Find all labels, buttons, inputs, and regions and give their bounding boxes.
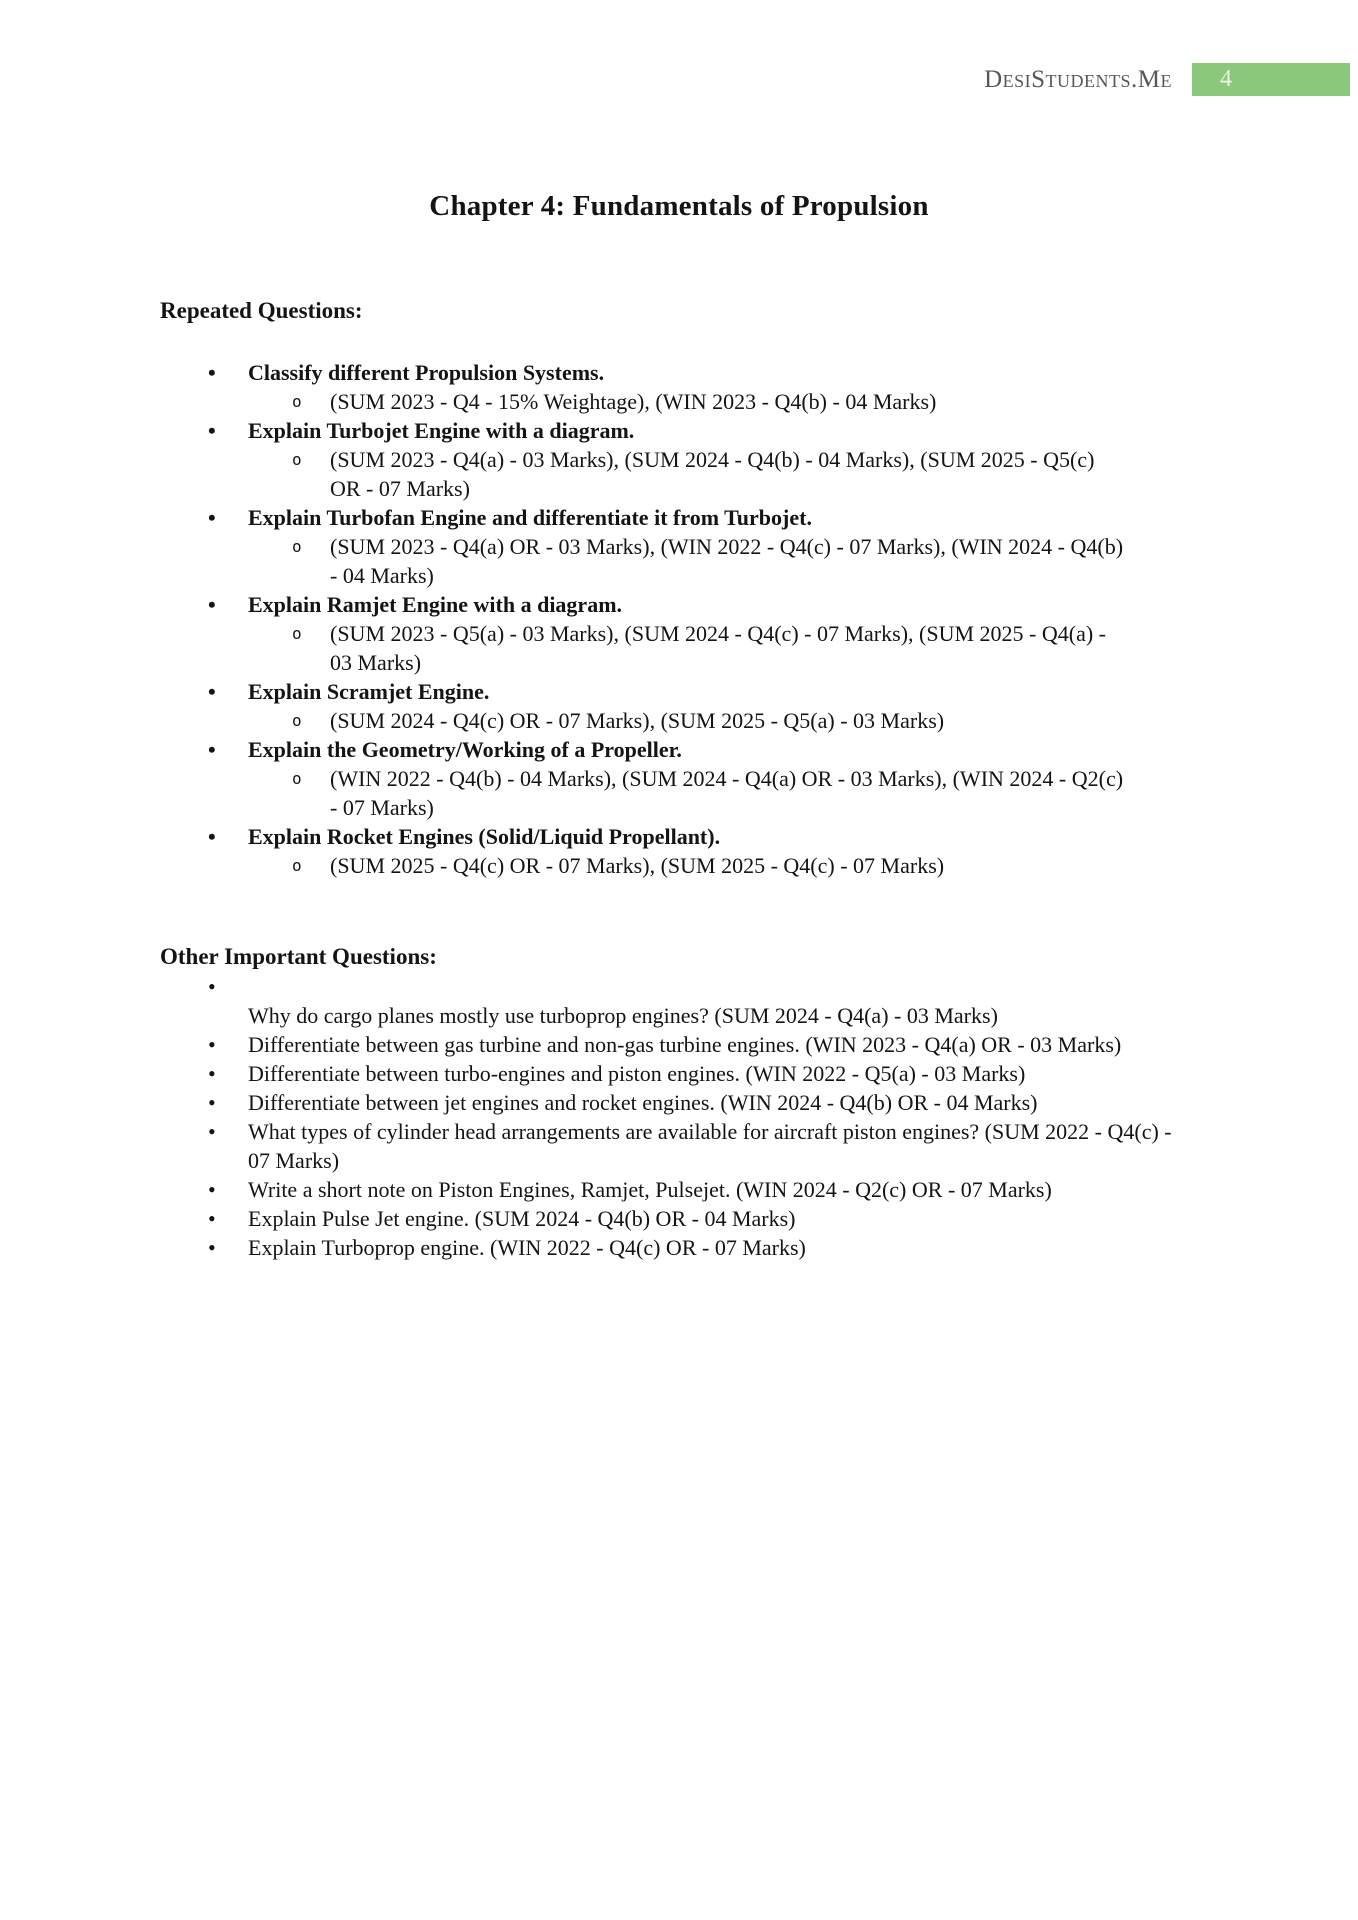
list-item xyxy=(160,972,1192,1001)
question-text: Explain the Geometry/Working of a Propeller. xyxy=(248,737,682,762)
list-subitem xyxy=(160,619,1192,677)
question-text: Explain Rocket Engines (Solid/Liquid Propellant). xyxy=(248,824,721,849)
question-text: Explain Turbofan Engine and differentiate it from Turbojet. xyxy=(248,505,812,530)
list-subitem xyxy=(160,851,1192,880)
bullet-icon: • xyxy=(208,679,216,704)
list-item xyxy=(160,503,1192,532)
bullet-icon: • xyxy=(208,1177,216,1202)
question-refs: (SUM 2023 - Q4(a) - 03 Marks), (SUM 2024 - Q4(b) - 04 Marks), (SUM 2025 - Q5(c) OR - 07 Marks) xyxy=(330,447,1095,501)
page-number-badge xyxy=(1192,63,1350,96)
list-item xyxy=(160,590,1192,619)
bullet-icon: • xyxy=(208,824,216,849)
bullet-icon: • xyxy=(208,592,216,617)
bullet-icon: • xyxy=(208,505,216,530)
other-questions-list xyxy=(160,972,1192,1262)
bullet-icon: • xyxy=(208,360,216,385)
bullet-spacer xyxy=(160,1001,248,1030)
section-heading-other: Other Important Questions: xyxy=(160,944,437,969)
circle-bullet-icon: o xyxy=(292,624,302,643)
list-item xyxy=(160,677,1192,706)
question-text: Explain Turboprop engine. (WIN 2022 - Q4(c) OR - 07 Marks) xyxy=(248,1235,806,1260)
list-subitem xyxy=(160,445,1192,503)
question-text: Explain Ramjet Engine with a diagram. xyxy=(248,592,623,617)
circle-bullet-icon: o xyxy=(292,392,302,411)
list-item xyxy=(160,1030,1192,1059)
question-refs: (SUM 2024 - Q4(c) OR - 07 Marks), (SUM 2025 - Q5(a) - 03 Marks) xyxy=(330,708,945,733)
repeated-questions-list xyxy=(160,358,1192,880)
bullet-icon: • xyxy=(208,1032,216,1057)
page-number: 4 xyxy=(1220,66,1232,92)
bullet-icon: • xyxy=(208,1061,216,1086)
question-refs: (SUM 2025 - Q4(c) OR - 07 Marks), (SUM 2025 - Q4(c) - 07 Marks) xyxy=(330,853,945,878)
list-item xyxy=(160,1117,1192,1175)
bullet-icon: • xyxy=(208,1090,216,1115)
question-text: Explain Turbojet Engine with a diagram. xyxy=(248,418,635,443)
circle-bullet-icon: o xyxy=(292,856,302,875)
list-item xyxy=(160,1059,1192,1088)
question-text: Differentiate between gas turbine and non-gas turbine engines. (WIN 2023 - Q4(a) OR - 03 Marks) xyxy=(248,1032,1122,1057)
list-item xyxy=(160,1088,1192,1117)
question-text: Explain Pulse Jet engine. (SUM 2024 - Q4(b) OR - 04 Marks) xyxy=(248,1206,796,1231)
bullet-icon: • xyxy=(208,974,216,999)
bullet-icon: • xyxy=(208,418,216,443)
question-refs: (WIN 2022 - Q4(b) - 04 Marks), (SUM 2024 - Q4(a) OR - 03 Marks), (WIN 2024 - Q2(c) - 07 Marks) xyxy=(330,766,1124,820)
question-text: Differentiate between jet engines and rocket engines. (WIN 2024 - Q4(b) OR - 04 Marks) xyxy=(248,1090,1038,1115)
list-item xyxy=(160,735,1192,764)
bullet-icon: • xyxy=(208,1119,216,1144)
list-item xyxy=(160,358,1192,387)
list-item xyxy=(160,1204,1192,1233)
circle-bullet-icon: o xyxy=(292,711,302,730)
question-text-empty-line xyxy=(248,972,1192,1001)
list-subitem xyxy=(160,706,1192,735)
bullet-icon: • xyxy=(208,737,216,762)
circle-bullet-icon: o xyxy=(292,769,302,788)
question-text: What types of cylinder head arrangements are available for aircraft piston engines? (SUM 2022 - Q4(c) - 07 Marks) xyxy=(248,1119,1172,1173)
question-text: Classify different Propulsion Systems. xyxy=(248,360,605,385)
bullet-icon: • xyxy=(208,1206,216,1231)
question-text: Why do cargo planes mostly use turboprop engines? (SUM 2024 - Q4(a) - 03 Marks) xyxy=(248,1003,998,1028)
circle-bullet-icon: o xyxy=(292,450,302,469)
list-subitem xyxy=(160,387,1192,416)
question-refs: (SUM 2023 - Q5(a) - 03 Marks), (SUM 2024 - Q4(c) - 07 Marks), (SUM 2025 - Q4(a) - 03 Marks) xyxy=(330,621,1106,675)
question-text: Write a short note on Piston Engines, Ramjet, Pulsejet. (WIN 2024 - Q2(c) OR - 07 Marks) xyxy=(248,1177,1052,1202)
list-subitem xyxy=(160,764,1192,822)
list-item xyxy=(160,416,1192,445)
list-item xyxy=(160,1175,1192,1204)
question-text: Explain Scramjet Engine. xyxy=(248,679,490,704)
question-refs: (SUM 2023 - Q4(a) OR - 03 Marks), (WIN 2022 - Q4(c) - 07 Marks), (WIN 2024 - Q4(b) - 04 Marks) xyxy=(330,534,1124,588)
section-heading-repeated: Repeated Questions: xyxy=(160,298,363,323)
list-item xyxy=(160,822,1192,851)
list-item-continuation xyxy=(160,1001,1192,1030)
chapter-title: Chapter 4: Fundamentals of Propulsion xyxy=(429,190,929,222)
question-refs: (SUM 2023 - Q4 - 15% Weightage), (WIN 2023 - Q4(b) - 04 Marks) xyxy=(330,389,937,414)
list-subitem xyxy=(160,532,1192,590)
brand-text: DesiStudents.Me xyxy=(984,66,1172,93)
document-body xyxy=(160,296,1192,1262)
question-text: Differentiate between turbo-engines and piston engines. (WIN 2022 - Q5(a) - 03 Marks) xyxy=(248,1061,1026,1086)
bullet-icon: • xyxy=(208,1235,216,1260)
page-header xyxy=(984,63,1350,96)
list-item xyxy=(160,1233,1192,1262)
circle-bullet-icon: o xyxy=(292,537,302,556)
